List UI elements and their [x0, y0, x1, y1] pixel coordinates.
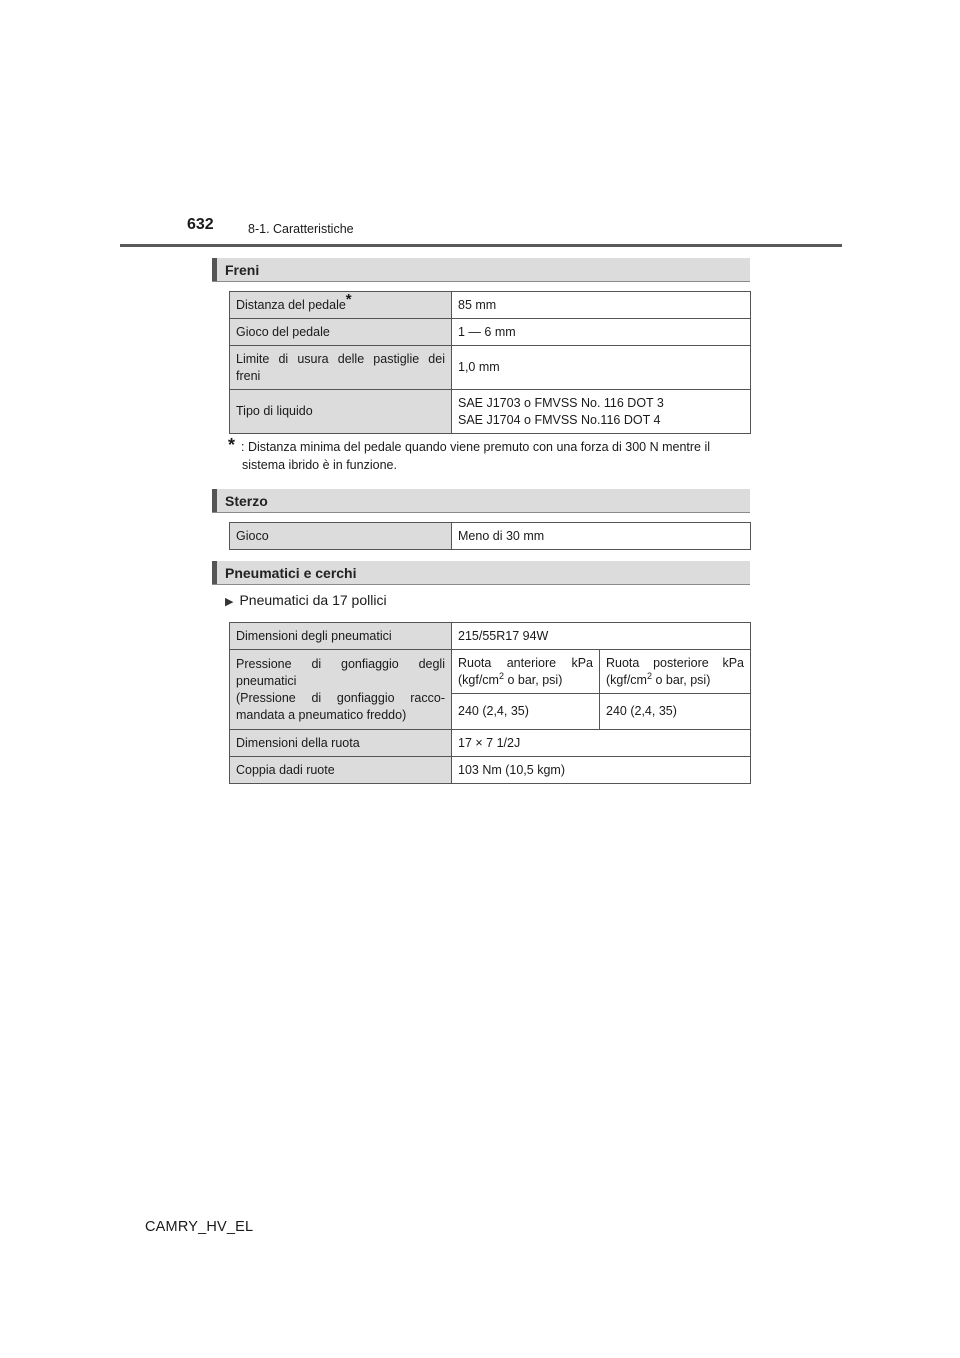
spec-key: Limite di usura delle pastiglie dei freni	[230, 346, 452, 390]
table-row	[230, 523, 751, 550]
table-row	[230, 730, 751, 757]
table-row	[230, 390, 751, 434]
spec-value: 103 Nm (10,5 kgm)	[452, 757, 751, 784]
table-row	[230, 346, 751, 390]
spec-value: 17 × 7 1/2J	[452, 730, 751, 757]
section-bar-pneumatici	[212, 561, 750, 585]
section-title: Pneumatici e cerchi	[225, 565, 357, 581]
spec-value: 1 — 6 mm	[452, 319, 751, 346]
rear-pressure-value: 240 (2,4, 35)	[600, 694, 751, 730]
subsection-bullet: ▶ Pneumatici da 17 pollici	[225, 592, 387, 608]
spec-key: Coppia dadi ruote	[230, 757, 452, 784]
page-number: 632	[187, 216, 214, 233]
section-marker	[212, 258, 217, 281]
spec-key: Pressione di gonfiaggio degli pneumatici (Pressione di gonfiaggio racco- mandata a pneumatico freddo)	[230, 650, 452, 730]
section-marker	[212, 489, 217, 512]
spec-value: Meno di 30 mm	[452, 523, 751, 550]
document-code: CAMRY_HV_EL	[145, 1219, 254, 1235]
spec-key: Dimensioni della ruota	[230, 730, 452, 757]
front-pressure-value: 240 (2,4, 35)	[452, 694, 600, 730]
footnote: * : Distanza minima del pedale quando viene premuto con una forza di 300 N mentre il sistema ibrido è in funzione.	[228, 435, 711, 472]
spec-key: Dimensioni degli pneumatici	[230, 623, 452, 650]
spec-key: Tipo di liquido	[230, 390, 452, 434]
spec-value: 215/55R17 94W	[452, 623, 751, 650]
spec-key: Gioco	[230, 523, 452, 550]
spec-key: Distanza del pedale*	[230, 292, 452, 319]
table-row	[230, 623, 751, 650]
spec-key: Gioco del pedale	[230, 319, 452, 346]
section-bar-sterzo	[212, 489, 750, 513]
triangle-right-icon: ▶	[225, 596, 234, 608]
brakes-table	[229, 291, 751, 434]
section-title: Freni	[225, 262, 260, 278]
spec-value: 1,0 mm	[452, 346, 751, 390]
section-marker	[212, 561, 217, 584]
table-row	[230, 757, 751, 784]
spec-value: SAE J1703 o FMVSS No. 116 DOT 3 SAE J1704 o FMVSS No.116 DOT 4	[452, 390, 751, 434]
chapter-title: 8-1. Caratteristiche	[248, 222, 354, 236]
table-row	[230, 319, 751, 346]
steering-table	[229, 522, 751, 550]
spec-value: 85 mm	[452, 292, 751, 319]
section-title: Sterzo	[225, 493, 268, 509]
front-wheel-header: Ruota anteriore kPa ($kgf/cm^2$ o bar, psi)	[452, 650, 600, 694]
header-rule	[120, 244, 842, 247]
table-row	[230, 292, 751, 319]
asterisk-mark: *	[345, 290, 352, 308]
section-bar-freni	[212, 258, 750, 282]
table-row	[230, 650, 751, 694]
asterisk-mark: *	[228, 435, 236, 455]
rear-wheel-header: Ruota posteriore kPa ($kgf/cm^2$ o bar, psi)	[600, 650, 751, 694]
tires-table	[229, 622, 751, 784]
